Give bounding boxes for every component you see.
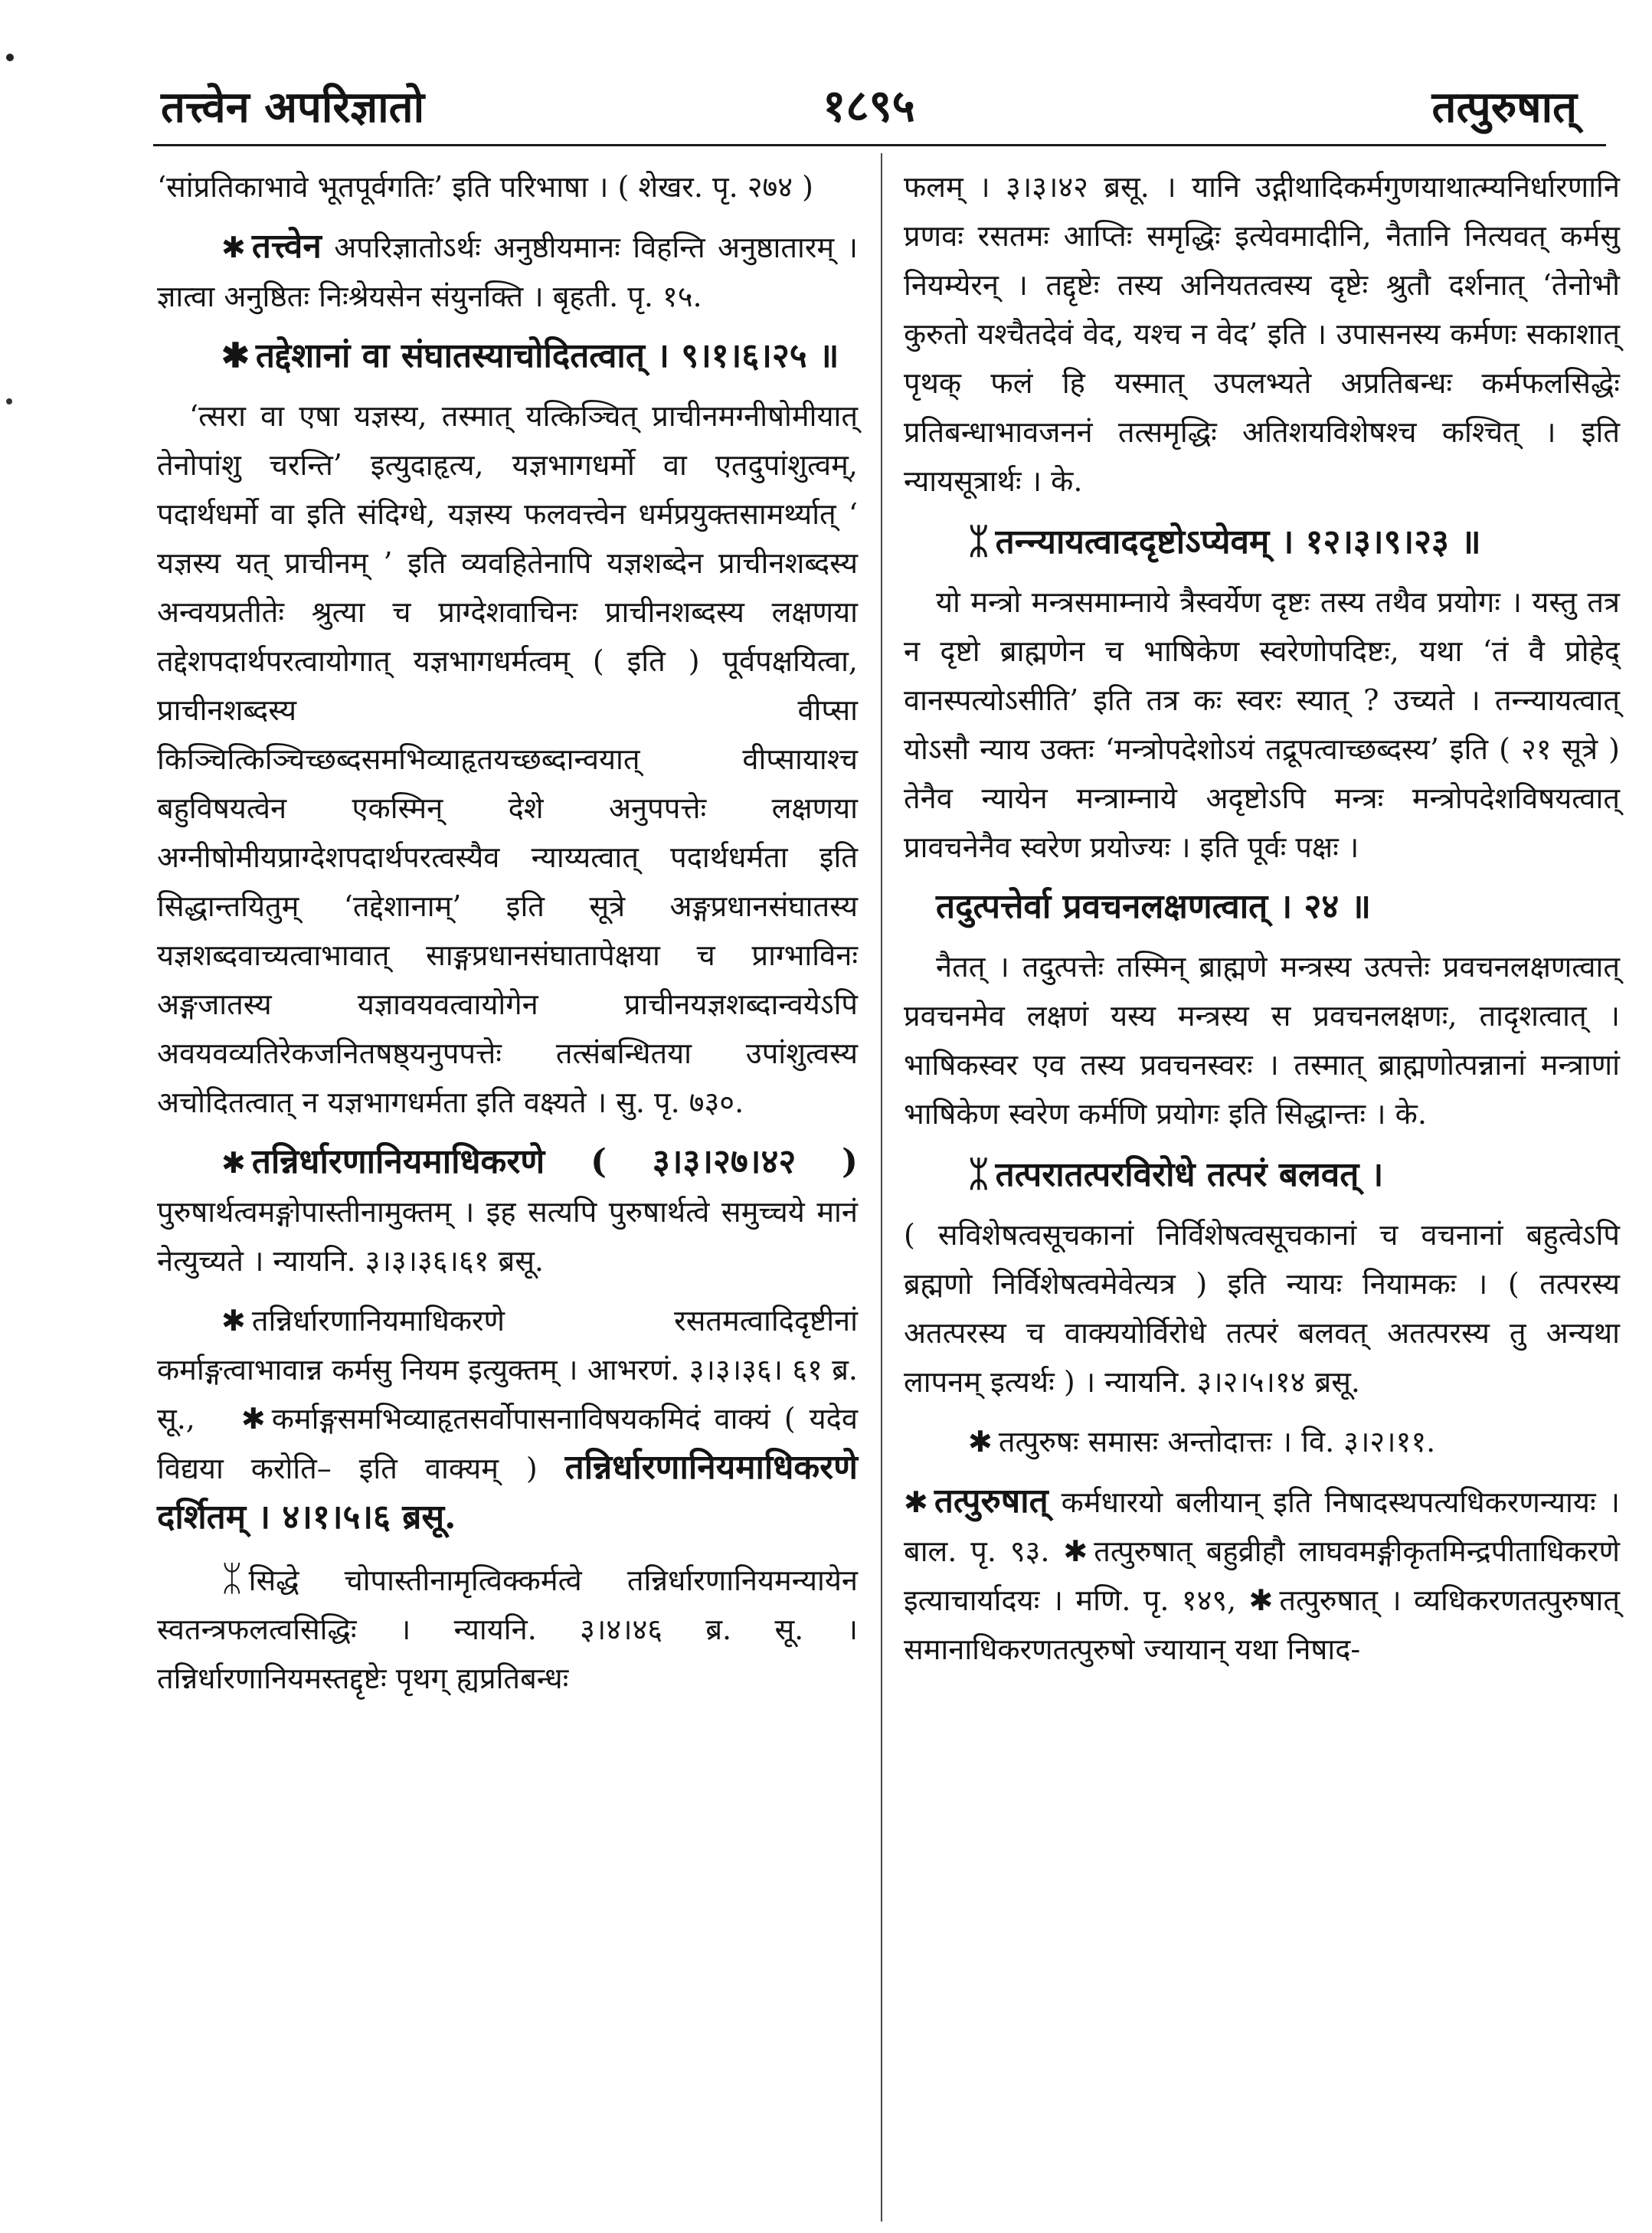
entry — [904, 1417, 1620, 1466]
reference-symbol-icon: ᛯ — [968, 520, 990, 562]
paragraph: ‘सांप्रतिकाभावे भूतपूर्वगतिः’ इति परिभाषा । ( शेखर. पृ. २७४ ) — [157, 170, 813, 204]
margin-mark — [6, 398, 12, 404]
header-left-term: तत्त्वेन अपरिज्ञातो — [161, 82, 425, 133]
star-icon: ✱ — [240, 1402, 266, 1436]
entry-body: तन्निर्धारणानियमाधिकरणे रसतमत्वादिदृष्टीनां कर्माङ्गत्वाभावान्न कर्मसु नियम इत्युक्तम् । आभरणं. ३।३।३६। ६१ ब्र. सू., — [157, 1304, 858, 1436]
entry — [157, 222, 858, 321]
entry-heading: तन्निर्धारणानियमाधिकरणे ( ३।३।२७।४२ ) — [251, 1142, 858, 1181]
star-icon: ✱ — [221, 336, 250, 375]
column-divider — [881, 153, 882, 2222]
left-column — [157, 162, 858, 1714]
star-icon: ✱ — [221, 231, 246, 264]
page-header — [153, 67, 1585, 144]
entry-body: तत्पुरुषात् बहुव्रीहौ लाघवमङ्गीकृतमिन्द्रपीताधिकरणे इत्याचार्यादयः । मणि. पृ. १४९, — [904, 1534, 1620, 1617]
entry-body: पुरुषार्थत्वमङ्गोपास्तीनामुक्तम् । इह सत्यपि पुरुषार्थत्वे समुच्चये मानं नेत्युच्यते । न्यायनि. ३।३।३६।६१ ब्रसू. — [157, 1195, 858, 1278]
entry-body: तत्पुरुषात् । व्यधिकरणतत्पुरुषात् समानाधिकरणतत्पुरुषो ज्यायान् यथा निषाद- — [904, 1583, 1620, 1666]
paragraph: ‘त्सरा वा एषा यज्ञस्य, तस्मात् यत्किञ्चित् प्राचीनमग्नीषोमीयात् तेनोपांशु चरन्ति’ इत्युदाहृत्य, यज्ञभागधर्मो वा एतदुपांशुत्वम्, पदार्थधर्मो वा इति संदिग्धे, यज्ञस्य फलवत्त्वेन धर्मप्रयुक्तसामर्थ्यात् ‘ यज्ञस्य यत् प्राचीनम् ’ इति व्यवहितेनापि यज्ञशब्देन प्राचीनशब्दस्य अन्वयप्रतीतेः श्रुत्या च प्राग्देशवाचिनः प्राचीनशब्दस्य लक्षणया तद्देशपदार्थपरत्वायोगात् यज्ञभागधर्मत्वम् ( इति ) पूर्वपक्षयित्वा, प्राचीनशब्दस्य वीप्सा किञ्चित्किञ्चिच्छब्दसमभिव्याहृतयच्छब्दान्वयात् वीप्सायाश्च बहुविषयत्वेन एकस्मिन् देशे अनुपपत्तेः लक्षणया अग्नीषोमीयप्राग्देशपदार्थपरत्वस्यैव न्याय्यत्वात् पदार्थधर्मता इति सिद्धान्तयितुम् ‘तद्देशानाम्’ इति सूत्रे अङ्गप्रधानसंघातस्य यज्ञशब्दवाच्यत्वाभावात् साङ्गप्रधानसंघातापेक्षया च प्राग्भाविनः अङ्गजातस्य यज्ञावयवत्वायोगेन प्राचीनयज्ञशब्दान्वयेऽपि अवयवव्यतिरेकजनितषष्ठ्यनुपपत्तेः तत्संबन्धितया उपांशुत्वस्य अचोदितत्वात् न यज्ञभागधर्मता इति वक्ष्यते । सु. पृ. ७३०. — [157, 399, 858, 1119]
star-icon: ✱ — [968, 1425, 993, 1459]
reference-symbol-icon: ᛯ — [968, 1153, 990, 1194]
star-icon: ✱ — [904, 1485, 928, 1519]
header-rule — [153, 144, 1606, 146]
entry-body: तत्पुरुषः समासः अन्तोदात्तः । वि. ३।२।११. — [998, 1425, 1436, 1459]
entry-body: सिद्धे चोपास्तीनामृत्विक्कर्मत्वे तन्निर्धारणानियमन्यायेन स्वतन्त्रफलत्वसिद्धिः । न्यायनि. ३।४।४६ ब्र. सू. । तन्निर्धारणानियमस्तद्दृष्टेः पृथग् ह्यप्रतिबन्धः — [157, 1563, 858, 1695]
paragraph: नैतत् । तदुत्पत्तेः तस्मिन् ब्राह्मणे मन्त्रस्य उत्पत्तेः प्रवचनलक्षणत्वात् प्रवचनमेव लक्षणं यस्य मन्त्रस्य स प्रवचनलक्षणः, तादृशत्वात् । भाषिकस्वर एव तस्य प्रवचनस्वरः । तस्मात् ब्राह्मणोत्पन्नानां मन्त्राणां भाषिकेण स्वरेण कर्मणि प्रयोगः इति सिद्धान्तः । के. — [904, 950, 1620, 1131]
entry — [157, 332, 858, 381]
entry — [157, 1138, 858, 1285]
entry — [157, 1554, 858, 1703]
entry — [904, 516, 1620, 567]
entry — [904, 1477, 1620, 1674]
entry-lead: तत्त्वेन — [251, 227, 322, 266]
star-icon: ✱ — [1248, 1583, 1274, 1617]
right-column — [904, 162, 1620, 1685]
margin-mark — [6, 54, 14, 61]
entry — [157, 1296, 858, 1543]
reference-symbol-icon: ᛯ — [221, 1557, 243, 1599]
paragraph: यो मन्त्रो मन्त्रसमाम्नाये त्रैस्वर्येण दृष्टः तस्य तथैव प्रयोगः । यस्तु तत्र न दृष्टो ब्राह्मणेन च भाषिकेण स्वरेणोपदिष्टः, यथा ‘तं वै प्रोहेद् वानस्पत्योऽसीति’ इति तत्र कः स्वरः स्यात् ? उच्यते । तन्न्यायत्वात् योऽसौ न्याय उक्तः ‘मन्त्रोपदेशोऽयं तद्रूपत्वाच्छब्दस्य’ इति ( २१ सूत्रे ) तेनैव न्यायेन मन्त्राम्नाये अदृष्टोऽपि मन्त्रः मन्त्रोपदेशविषयत्वात् प्रावचनेनैव स्वरेण प्रयोज्यः । इति पूर्वः पक्षः । — [904, 585, 1620, 864]
entry-emphasis: तन्निर्धारणानियमाधिकरणे दर्शितम् । ४।१।५।६ ब्रसू. — [157, 1448, 858, 1537]
header-right-term: तत्पुरुषात् — [1431, 82, 1577, 133]
star-icon: ✱ — [221, 1304, 246, 1338]
entry-body: कर्माङ्गसमभिव्याहृतसर्वोपासनाविषयकमिदं वाक्यं ( यदेव विद्यया करोति– इति वाक्यम् ) — [157, 1402, 858, 1485]
star-icon: ✱ — [221, 1146, 246, 1180]
paragraph: फलम् । ३।३।४२ ब्रसू. । यानि उद्गीथादिकर्मगुणयाथात्म्यनिर्धारणानि प्रणवः रसतमः आप्तिः समृद्धिः इत्येवमादीनि, नैतानि नित्यवत् कर्मसु नियम्येरन् । तद्दृष्टेः तस्य अनियतत्वस्य दृष्टेः श्रुतौ दर्शनात् ‘तेनोभौ कुरुतो यश्चैतदेवं वेद, यश्च न वेद’ इति । उपासनस्य कर्मणः सकाशात् पृथक् फलं हि यस्मात् उपलभ्यते अप्रतिबन्धः कर्मफलसिद्धेः प्रतिबन्धाभावजननं तत्समृद्धिः अतिशयविशेषश्च कश्चित् । इति न्यायसूत्रार्थः । के. — [904, 170, 1620, 498]
star-icon: ✱ — [1063, 1534, 1088, 1568]
sutra-heading: तन्न्यायत्वाददृष्टोऽप्येवम् । १२।३।९।२३ ॥ — [995, 522, 1481, 562]
entry-body: कर्मधारयो बलीयान् इति निषादस्थपत्यधिकरणन्यायः । बाल. पृ. ९३. — [904, 1485, 1620, 1568]
sutra-heading: तदुत्पत्तेर्वा प्रवचनलक्षणत्वात् । २४ ॥ — [936, 887, 1371, 926]
maxim-heading: तत्परातत्परविरोधे तत्परं बलवत् । — [995, 1155, 1384, 1194]
paragraph: ( सविशेषत्वसूचकानां निर्विशेषत्वसूचकानां च वचनानां बहुत्वेऽपि ब्रह्मणो निर्विशेषत्वमेवेत्यत्र ) इति न्यायः नियामकः । ( तत्परस्य अतत्परस्य च वाक्ययोर्विरोधे तत्परं बलवत् अतत्परस्य तु अन्यथा लापनम् इत्यर्थः ) । न्यायनि. ३।२।५।१४ ब्रसू. — [904, 1218, 1620, 1399]
entry — [904, 1149, 1620, 1200]
sutra-heading: तद्देशानां वा संघातस्याचोदितत्वात् । ९।१।६।२५ ॥ — [255, 336, 839, 375]
entry-body: अपरिज्ञातोऽर्थः अनुष्ठीयमानः विहन्ति अनुष्ठातारम् । ज्ञात्वा अनुष्ठितः निःश्रेयसेन संयुनक्ति । बृहती. पृ. १५. — [157, 231, 858, 313]
page-number: १८९५ — [823, 80, 915, 132]
entry-lead: तत्पुरुषात् — [934, 1482, 1048, 1521]
